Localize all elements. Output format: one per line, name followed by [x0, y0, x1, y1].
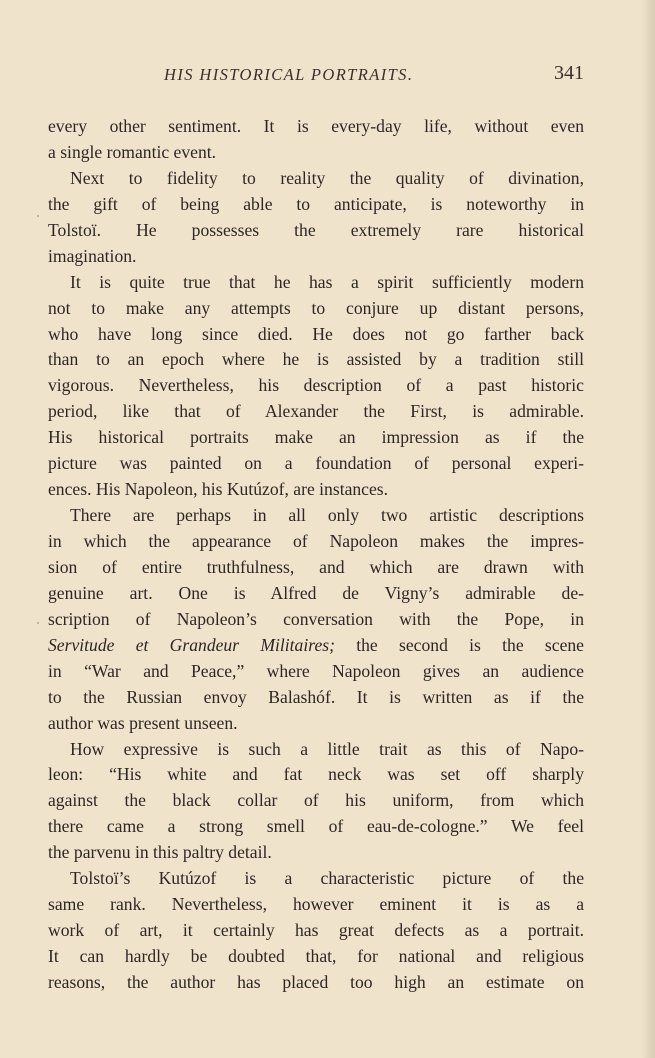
text-line: There are perhaps in all only two artistic descriptions — [70, 505, 584, 526]
text-line: author was present unseen. — [48, 712, 238, 733]
text-line: It can hardly be doubted that, for national and religious — [48, 946, 584, 966]
text-line: sion of entire truthfulness, and which are drawn with — [48, 556, 584, 577]
text-line — [48, 633, 584, 659]
text-line: who have long since died. He does not go farther back — [48, 323, 584, 344]
text-line: work of art, it certainly has great defects as a portrait. — [48, 920, 584, 941]
text-line: Tolstoï. He possesses the extremely rare historical — [48, 219, 584, 240]
page-number: 341 — [554, 62, 584, 84]
text-line: period, like that of Alexander the First, is admirable. — [48, 401, 584, 422]
text-line: It is quite true that he has a spirit sufficiently modern — [70, 271, 584, 292]
text-line: same rank. Nevertheless, however eminent it is as a — [48, 894, 584, 915]
body-text — [48, 114, 584, 996]
text-line: ences. His Napoleon, his Kutúzof, are instances. — [48, 479, 389, 500]
text-line: leon: “His white and fat neck was set off sharply — [48, 764, 584, 785]
text-line: Next to fidelity to reality the quality of divination, — [70, 167, 584, 188]
text-line: the parvenu in this paltry detail. — [48, 842, 272, 863]
text-line: every other sentiment. It is every-day life, without even — [48, 116, 584, 136]
text-line: not to make any attempts to conjure up distant persons, — [48, 297, 584, 318]
paper-speck — [37, 622, 39, 624]
text-line: picture was painted on a foundation of personal experi- — [48, 453, 584, 474]
text-line: vigorous. Nevertheless, his description of a past historic — [48, 375, 584, 396]
text-line: His historical portraits make an impression as if the — [48, 427, 584, 448]
text-line: there came a strong smell of eau-de-cologne.” We feel — [48, 816, 584, 837]
text-line-rest: the second is the scene — [334, 634, 584, 655]
text-line: in which the appearance of Napoleon makes the impres- — [48, 531, 584, 551]
text-line: in “War and Peace,” where Napoleon gives an audience — [48, 660, 584, 681]
text-line: a single romantic event. — [48, 141, 217, 162]
text-line: Tolstoï’s Kutúzof is a characteristic picture of the — [70, 868, 584, 889]
text-line: reasons, the author has placed too high an estimate on — [48, 971, 584, 992]
text-line: to the Russian envoy Balashóf. It is written as if the — [48, 686, 584, 707]
page-header — [48, 62, 584, 92]
text-line: imagination. — [48, 245, 137, 266]
text-line: scription of Napoleon’s conversation with the Pope, in — [48, 608, 584, 629]
text-line: the gift of being able to anticipate, is noteworthy in — [48, 193, 584, 214]
text-line: than to an epoch where he is assisted by a tradition still — [48, 349, 584, 370]
book-title-italic: Servitude et Grandeur Militaires; — [48, 634, 335, 655]
text-line: genuine art. One is Alfred de Vigny’s admirable de- — [48, 582, 584, 603]
text-line: How expressive is such a little trait as this of Napo- — [70, 738, 584, 759]
text-line: against the black collar of his uniform, from which — [48, 790, 584, 811]
running-title: HIS HISTORICAL PORTRAITS. — [164, 65, 414, 84]
paper-speck — [37, 215, 39, 217]
